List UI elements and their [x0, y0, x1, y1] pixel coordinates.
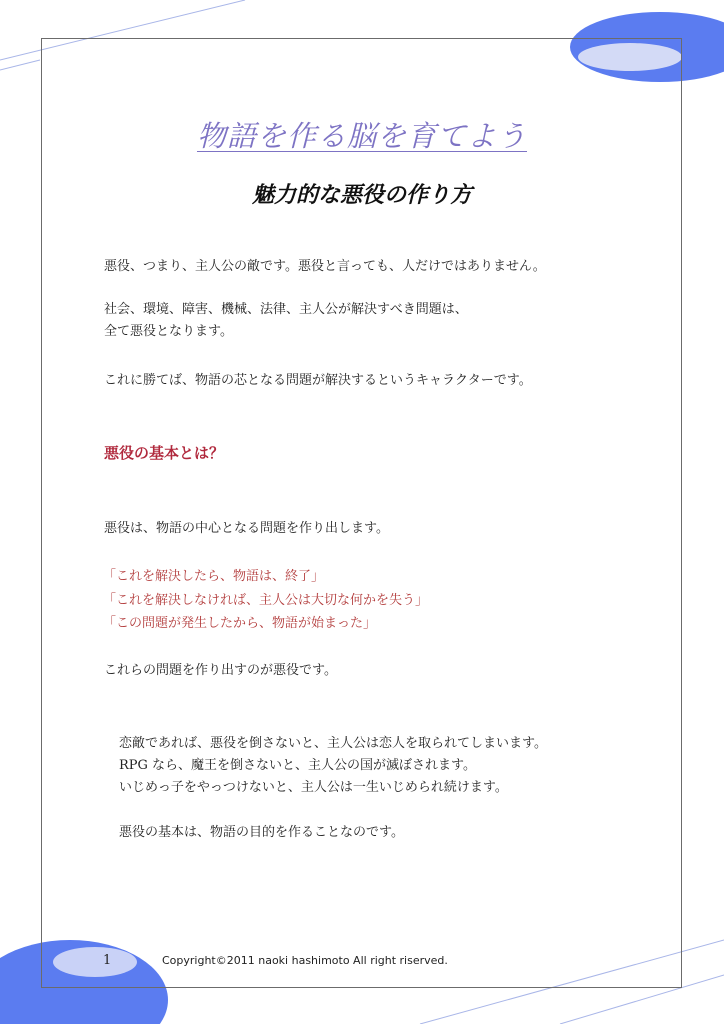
intro-line-1: 悪役、つまり、主人公の敵です。悪役と言っても、人だけではありません。 [104, 259, 546, 274]
example-line-1: 恋敵であれば、悪役を倒さないと、主人公は恋人を取られてしまいます。 [119, 736, 547, 751]
section-conclusion: これらの問題を作り出すのが悪役です。 [104, 663, 337, 678]
example-line-3: いじめっ子をやっつけないと、主人公は一生いじめられ続けます。 [119, 780, 508, 795]
example-closing: 悪役の基本は、物語の目的を作ることなのです。 [119, 825, 404, 840]
intro-line-3: 全て悪役となります。 [104, 324, 233, 339]
quote-line-2: 「これを解決しなければ、主人公は大切な何かを失う」 [103, 593, 429, 608]
example-line-2: RPG なら、魔王を倒さないと、主人公の国が滅ぼされます。 [119, 758, 477, 773]
intro-line-4: これに勝てば、物語の芯となる問題が解決するというキャラクターです。 [104, 373, 532, 388]
section-lead: 悪役は、物語の中心となる問題を作り出します。 [104, 521, 389, 536]
page-subtitle: 魅力的な悪役の作り方 [251, 182, 472, 208]
quote-line-1: 「これを解決したら、物語は、終了」 [103, 569, 325, 584]
page-title: 物語を作る脳を育てよう [196, 119, 527, 153]
copyright-notice: Copyright©2011 naoki hashimoto All right riserved. [162, 954, 448, 967]
section-heading: 悪役の基本とは？ [104, 444, 225, 462]
intro-line-2: 社会、環境、障害、機械、法律、主人公が解決すべき問題は、 [104, 302, 468, 317]
page-number: 1 [103, 953, 112, 968]
quote-line-3: 「この問題が発生したから、物語が始まった」 [103, 616, 377, 631]
